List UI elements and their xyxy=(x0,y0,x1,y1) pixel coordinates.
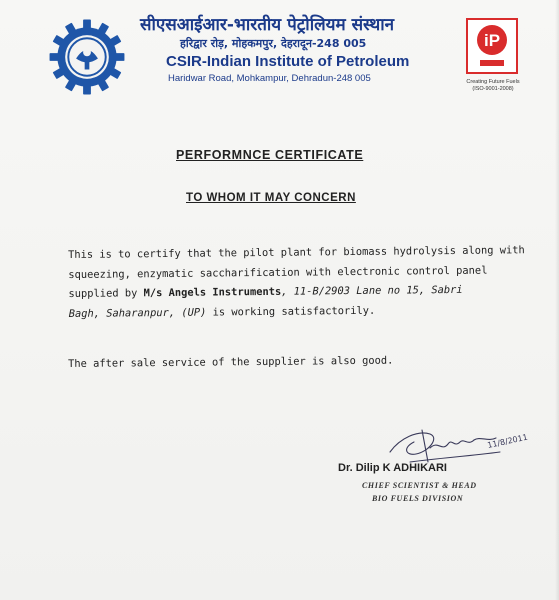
body-line-1: This is to certify that the pilot plant for biomass hydrolysis along with xyxy=(68,244,525,261)
csir-logo-icon xyxy=(48,18,126,96)
iso-text: (ISO-9001-2008) xyxy=(472,86,514,92)
body-line-2: squeezing, enzymatic saccharification with electronic control panel xyxy=(68,264,488,281)
supplier-address-part2: Bagh, Saharanpur, (UP) xyxy=(68,306,207,320)
body-line-4 xyxy=(69,300,514,324)
body-line-3-prefix: supplied by xyxy=(68,287,144,300)
signatory-name: Dr. Dilip K ADHIKARI xyxy=(338,462,447,474)
signatory-division: BIO FUELS DIVISION xyxy=(372,494,464,503)
salutation: TO WHOM IT MAY CONCERN xyxy=(186,192,356,204)
certificate-body xyxy=(68,241,525,324)
institute-name-hindi: सीएसआईआर-भारतीय पेट्रोलियम संस्थान xyxy=(140,15,395,35)
service-note: The after sale service of the supplier is also good. xyxy=(68,354,394,370)
signatory-title: CHIEF SCIENTIST & HEAD xyxy=(362,481,477,490)
iip-logo-text: iP xyxy=(483,31,501,50)
iip-logo-icon xyxy=(466,18,518,74)
certificate-title: PERFORMNCE CERTIFICATE xyxy=(176,148,364,162)
institute-name-english: CSIR-Indian Institute of Petroleum xyxy=(166,53,410,70)
supplier-name: M/s Angels Instruments xyxy=(143,285,282,300)
institute-address-english: Haridwar Road, Mohkampur, Dehradun-248 005 xyxy=(168,73,371,84)
letterhead xyxy=(140,14,450,85)
page-edge xyxy=(555,0,559,600)
body-line-4-suffix: is working satisfactorily. xyxy=(206,304,376,319)
tagline-text: Creating Future Fuels xyxy=(466,79,520,85)
signature-date: 11/8/2011 xyxy=(486,432,529,450)
supplier-address-part1: , 11-B/2903 Lane no 15, Sabri xyxy=(281,283,463,298)
institute-address-hindi: हरिद्वार रोड़, मोहकमपुर, देहरादून-248 005 xyxy=(180,37,367,50)
iip-tagline xyxy=(452,79,534,93)
